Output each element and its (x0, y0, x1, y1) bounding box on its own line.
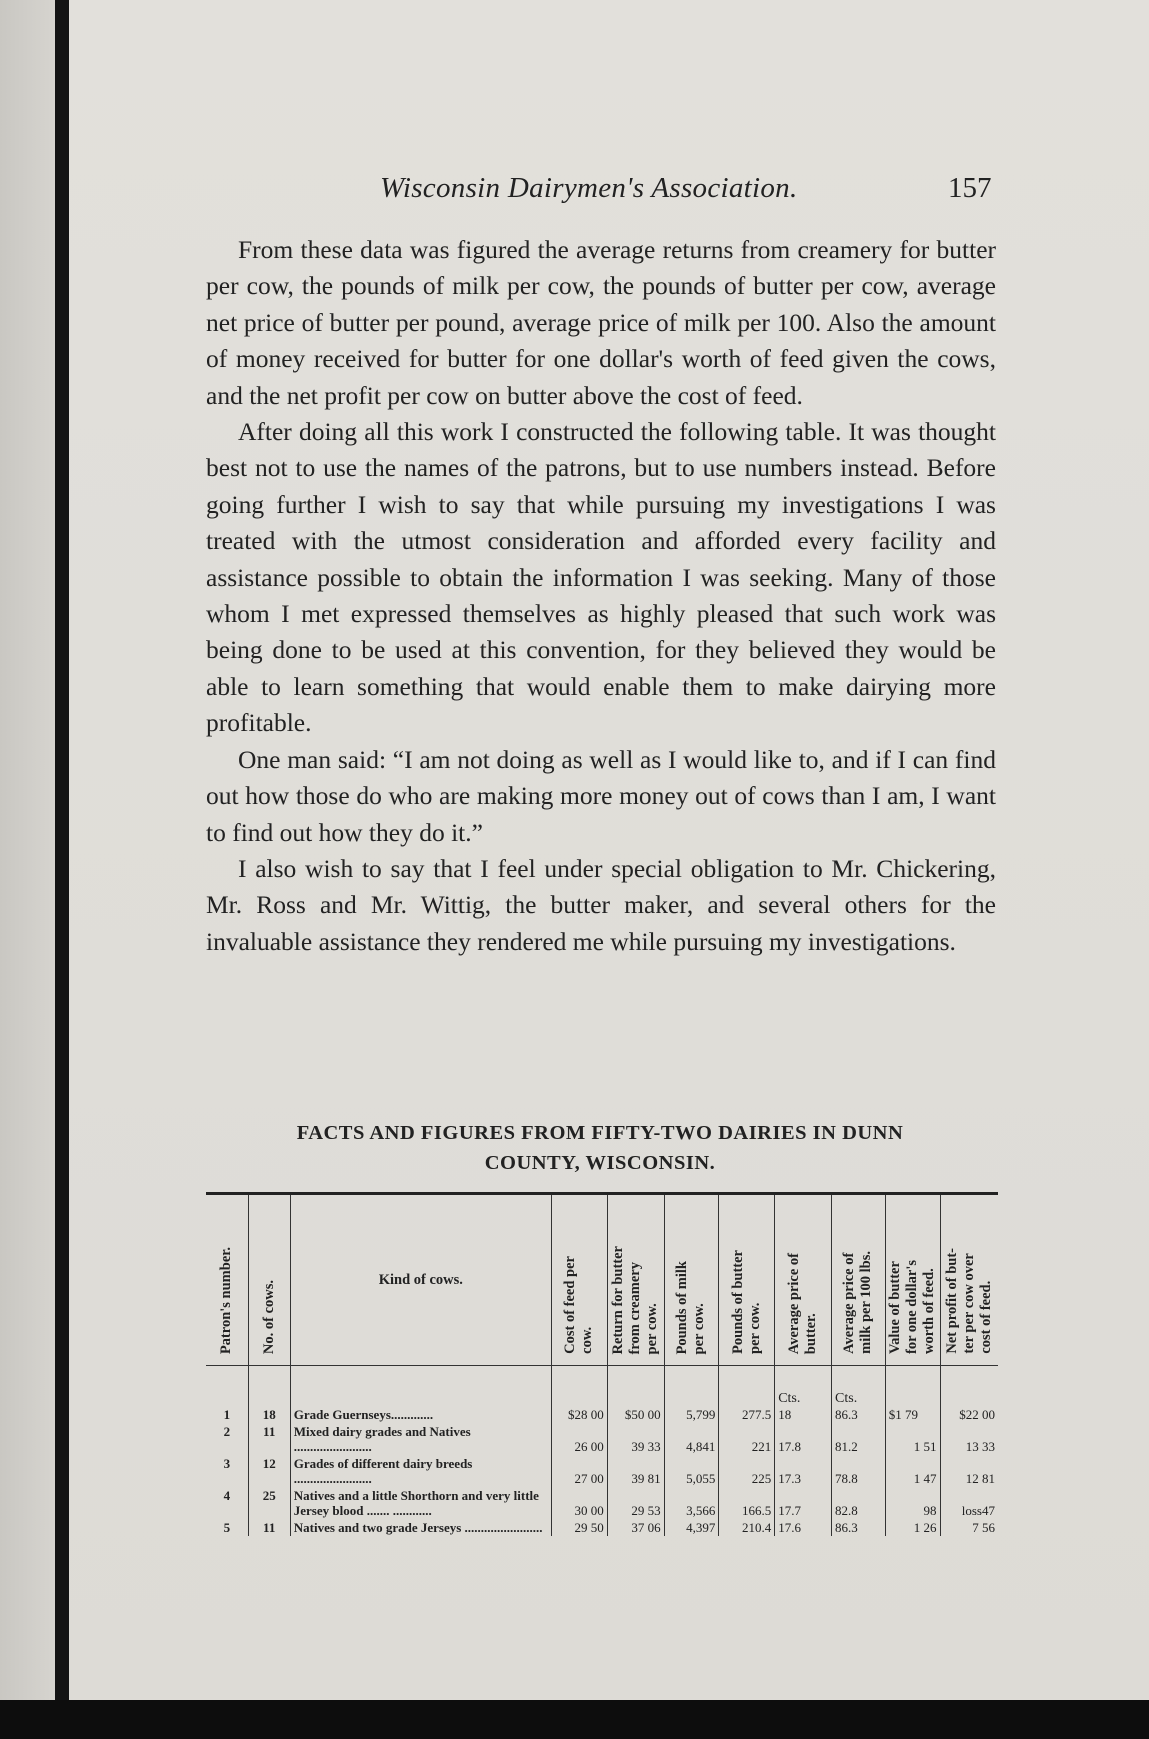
column-header: Pounds of butter per cow. (719, 1194, 775, 1366)
return-butter: 39 33 (607, 1423, 664, 1455)
value-per-dollar: 1 47 (885, 1455, 940, 1487)
column-header: Value of butter for one dollar's worth of feed. (885, 1194, 940, 1366)
net-profit: 7 56 (940, 1519, 998, 1536)
feed-cost: 27 00 (551, 1455, 607, 1487)
column-header: Average price of butter. (775, 1194, 832, 1366)
cow-count: 11 (248, 1519, 290, 1536)
feed-cost: $28 00 (551, 1406, 607, 1423)
column-header: Net profit of but- ter per cow over cost of feed. (940, 1194, 998, 1366)
net-profit: 13 33 (940, 1423, 998, 1455)
price-butter: 17.6 (775, 1519, 832, 1536)
table-title (200, 1118, 1000, 1178)
value-per-dollar: 1 26 (885, 1519, 940, 1536)
kind-of-cows: Natives and two grade Jerseys ........................ (290, 1519, 551, 1536)
feed-cost: 30 00 (551, 1487, 607, 1519)
patron-number: 4 (223, 1488, 231, 1503)
column-header: Return for butter from creamery per cow. (607, 1194, 664, 1366)
paragraph: I also wish to say that I feel under special obligation to Mr. Chickering, Mr. Ross and Mr. Wittig, the butter maker, and several others for the invaluable assistance they rendered me while pursuing my investigations. (206, 853, 996, 956)
pounds-butter: 225 (719, 1455, 775, 1487)
table-header-row (206, 1194, 998, 1366)
cow-count: 18 (248, 1406, 290, 1423)
table-title-line: FACTS AND FIGURES FROM FIFTY-TWO DAIRIES IN DUNN (296, 1122, 904, 1144)
pounds-butter: 210.4 (719, 1519, 775, 1536)
column-header: Patron's number. (206, 1194, 248, 1366)
running-head: Wisconsin Dairymen's Association. (380, 172, 798, 204)
dairy-data-table (206, 1192, 998, 1536)
scan-background (0, 0, 55, 1739)
table-row (206, 1406, 998, 1423)
unit-label: Cts. (832, 1366, 886, 1407)
paragraph: After doing all this work I constructed the following table. It was thought best not to use the names of the patrons, but to use numbers instead. Before going further I wish to say that while pursuing my investigations I was treated with the utmost consideration and afforded every facility and assistance possible to obtain the information I was seeking. Many of those whom I met expressed themselves as highly pleased that such work was being done to be used at this convention, for they believed they would be able to learn something that would enable them to make dairying more profitable. (206, 417, 996, 738)
column-header: Cost of feed per cow. (551, 1194, 607, 1366)
price-milk: 86.3 (832, 1406, 886, 1423)
pounds-milk: 4,841 (664, 1423, 719, 1455)
pounds-butter: 277.5 (719, 1406, 775, 1423)
table-title-line: COUNTY, WISCONSIN. (484, 1152, 716, 1174)
value-per-dollar: $1 79 (885, 1406, 940, 1423)
kind-of-cows: Mixed dairy grades and Natives ........................ (290, 1423, 551, 1455)
price-milk: 78.8 (832, 1455, 886, 1487)
cow-count: 25 (248, 1487, 290, 1519)
price-milk: 82.8 (832, 1487, 886, 1519)
price-butter: 17.7 (775, 1487, 832, 1519)
price-butter: 17.8 (775, 1423, 832, 1455)
cow-count: 12 (248, 1455, 290, 1487)
paragraph: One man said: “I am not doing as well as I would like to, and if I can find out how those do who are making more money out of cows than I am, I want to find out how they do it.” (206, 744, 996, 847)
return-butter: 29 53 (607, 1487, 664, 1519)
patron-number: 2 (223, 1424, 231, 1439)
value-per-dollar: 1 51 (885, 1423, 940, 1455)
kind-of-cows: Grade Guernseys............. (290, 1406, 551, 1423)
pounds-butter: 166.5 (719, 1487, 775, 1519)
table-row (206, 1519, 998, 1536)
paragraph: From these data was figured the average returns from creamery for butter per cow, the pounds of milk per cow, the pounds of butter per cow, average net price of butter per pound, average price of milk per 100. Also the amount of money received for butter for one dollar's worth of feed given the cows, and the net profit per cow on butter above the cost of feed. (206, 235, 996, 410)
table-row (206, 1455, 998, 1487)
pounds-milk: 4,397 (664, 1519, 719, 1536)
price-butter: 18 (775, 1406, 832, 1423)
table-row (206, 1423, 998, 1455)
price-milk: 86.3 (832, 1519, 886, 1536)
patron-number: 3 (223, 1456, 231, 1471)
body-text (206, 232, 996, 960)
unit-label: Cts. (775, 1366, 832, 1407)
return-butter: 39 81 (607, 1455, 664, 1487)
feed-cost: 29 50 (551, 1519, 607, 1536)
return-butter: 37 06 (607, 1519, 664, 1536)
feed-cost: 26 00 (551, 1423, 607, 1455)
column-header: No. of cows. (248, 1194, 290, 1366)
value-per-dollar: 98 (885, 1487, 940, 1519)
kind-of-cows: Grades of different dairy breeds ........................ (290, 1455, 551, 1487)
patron-number: 1 (223, 1407, 231, 1422)
net-profit: loss47 (940, 1487, 998, 1519)
price-butter: 17.3 (775, 1455, 832, 1487)
return-butter: $50 00 (607, 1406, 664, 1423)
price-milk: 81.2 (832, 1423, 886, 1455)
cow-count: 11 (248, 1423, 290, 1455)
page-number: 157 (948, 172, 992, 204)
pounds-milk: 5,055 (664, 1455, 719, 1487)
column-header: Average price of milk per 100 lbs. (832, 1194, 886, 1366)
table-row (206, 1487, 998, 1519)
pounds-milk: 5,799 (664, 1406, 719, 1423)
net-profit: $22 00 (940, 1406, 998, 1423)
kind-of-cows: Natives and a little Shorthorn and very little Jersey blood ....... ............ (290, 1487, 551, 1519)
column-header: Pounds of milk per cow. (664, 1194, 719, 1366)
pounds-milk: 3,566 (664, 1487, 719, 1519)
scan-bottom-edge (0, 1700, 1149, 1739)
units-row (206, 1366, 998, 1407)
patron-number: 5 (223, 1520, 231, 1535)
pounds-butter: 221 (719, 1423, 775, 1455)
book-spine-shadow (55, 0, 69, 1739)
column-header: Kind of cows. (290, 1194, 551, 1366)
net-profit: 12 81 (940, 1455, 998, 1487)
